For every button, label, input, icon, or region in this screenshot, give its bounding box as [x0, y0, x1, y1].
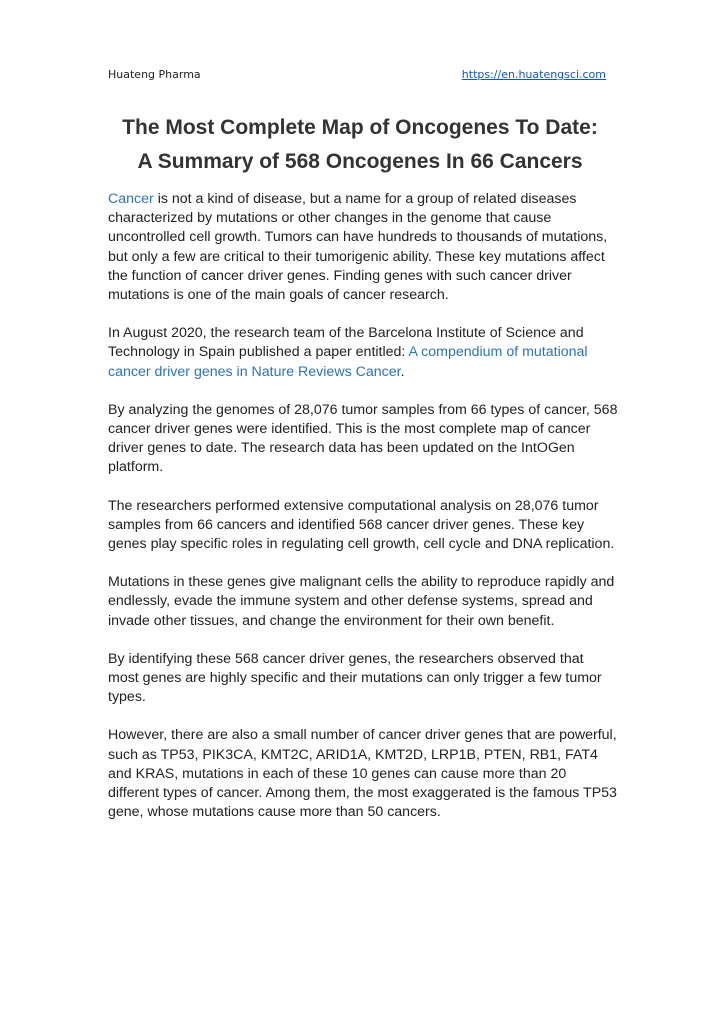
- document-body: [108, 190, 618, 841]
- paragraph-2-text-before: In August 2020, the research team of the Barcelona Institute of Science and Technology in Spain published a paper entitled:: [108, 325, 584, 361]
- website-link[interactable]: https://en.huatengsci.com: [461, 68, 606, 81]
- paragraph-2: [108, 324, 618, 382]
- cancer-link[interactable]: Cancer: [108, 191, 154, 207]
- paragraph-7: However, there are also a small number of cancer driver genes that are powerful, such as TP53, PIK3CA, KMT2C, ARID1A, KMT2D, LRP1B, PTEN, RB1, FAT4 and KRAS, mutations in each of these 10 genes can cause more than 20 different types of cancer. Among them, the most exaggerated is the famous TP53 gene, whose mutations cause more than 50 cancers.: [108, 727, 617, 821]
- paragraph-5: Mutations in these genes give malignant cells the ability to reproduce rapidly and endlessly, evade the immune system and other defense systems, spread and invade other tissues, and change the environment for their own benefit.: [108, 574, 615, 629]
- paragraph-1-text: is not a kind of disease, but a name for a group of related diseases characterized by mutations or other changes in the genome that cause uncontrolled cell growth. Tumors can have hundreds to thousands of mutations, but only a few are critical to their tumorigenic ability. These key mutations affect the function of cancer driver genes. Finding genes with such cancer driver mutations is one of the main goals of cancer research.: [108, 191, 608, 304]
- paragraph-1: [108, 190, 618, 305]
- paragraph-2-text-after: .: [400, 363, 405, 380]
- paper-link[interactable]: A compendium of mutational cancer driver genes in Nature Reviews Cancer: [108, 344, 588, 380]
- paragraph-6: By identifying these 568 cancer driver genes, the researchers observed that most genes are highly specific and their mutations can only trigger a few tumor types.: [108, 650, 602, 706]
- paragraph-4: The researchers performed extensive computational analysis on 28,076 tumor samples from 66 cancers and identified 568 cancer driver genes. These key genes play specific roles in regulating cell growth, cell cycle and DNA replication.: [108, 497, 615, 553]
- document-title-line-1: The Most Complete Map of Oncogenes To Date:: [122, 116, 598, 139]
- paragraph-3: By analyzing the genomes of 28,076 tumor samples from 66 types of cancer, 568 cancer driver genes were identified. This is the most complete map of cancer driver genes to date. The research data has been updated on the IntOGen platform.: [108, 401, 618, 476]
- document-title-line-2: A Summary of 568 Oncogenes In 66 Cancers: [137, 150, 583, 173]
- company-name: Huateng Pharma: [108, 68, 201, 81]
